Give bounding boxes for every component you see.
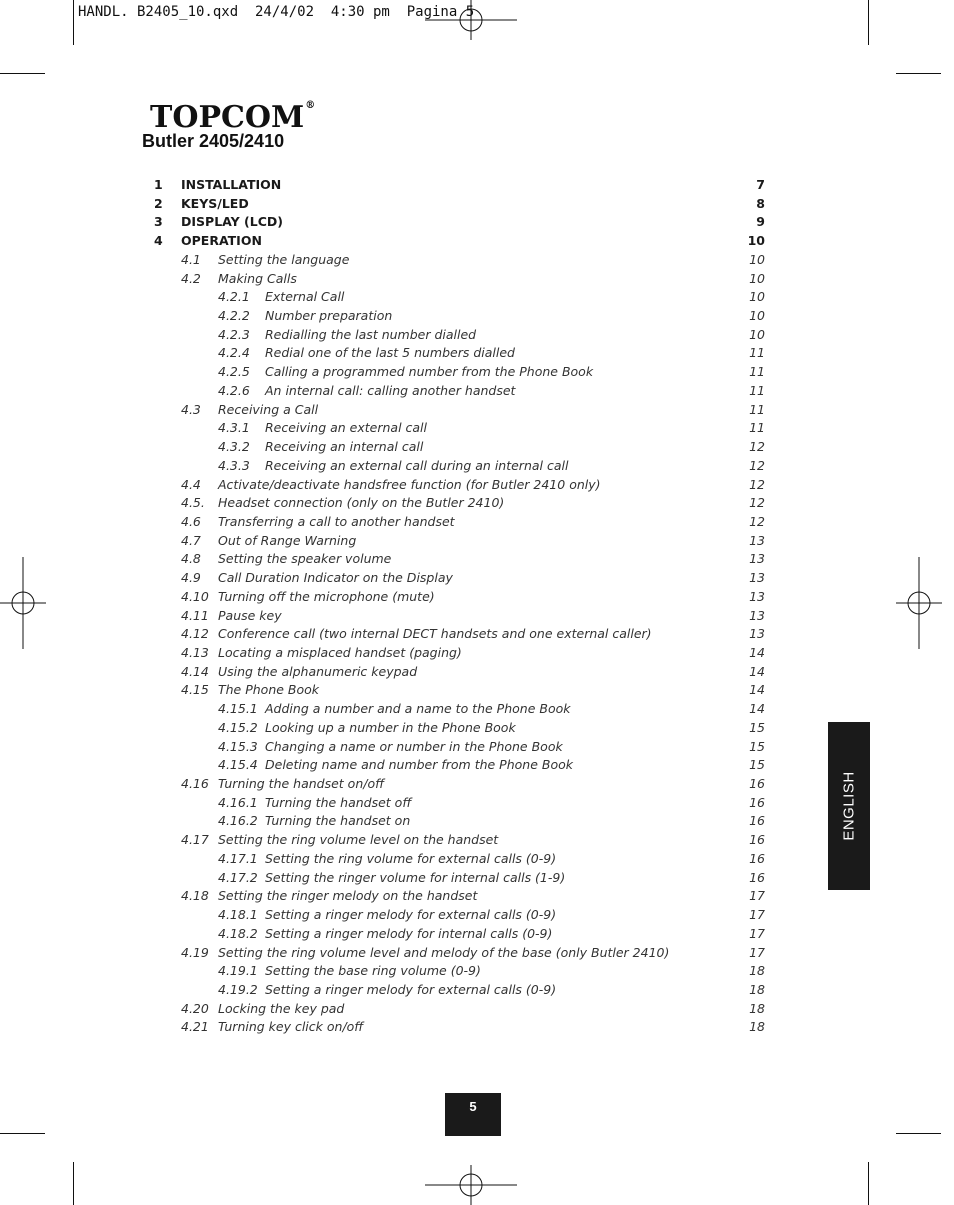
- toc-entry[interactable]: [0, 363, 765, 382]
- toc-entry[interactable]: [0, 831, 765, 850]
- page-number: 5: [445, 1093, 501, 1136]
- toc-entry[interactable]: [0, 326, 765, 345]
- toc-entry-title: OPERATION: [181, 233, 262, 249]
- registration-mark-icon: [896, 557, 942, 649]
- toc-entry-number: 4.14: [181, 663, 209, 679]
- toc-entry-number: 4.8: [181, 551, 201, 567]
- toc-entry-number: 3: [154, 214, 163, 230]
- toc-entry-page: 16: [749, 794, 765, 810]
- toc-entry-title: Deleting name and number from the Phone Book: [265, 757, 573, 773]
- toc-entry-title: Receiving an internal call: [265, 439, 424, 455]
- toc-entry[interactable]: [0, 906, 765, 925]
- crop-mark: [868, 1162, 869, 1205]
- toc-entry-number: 4.2.2: [218, 308, 250, 324]
- toc-entry-number: 4.16: [181, 776, 209, 792]
- toc-entry[interactable]: [0, 550, 765, 569]
- topcom-logo: [150, 100, 315, 135]
- crop-mark: [73, 1162, 74, 1205]
- toc-entry-title: Locking the key pad: [218, 1000, 345, 1016]
- toc-entry-number: 4.15.3: [218, 738, 258, 754]
- toc-entry-number: 4.15: [181, 682, 209, 698]
- toc-entry-page: 14: [749, 701, 765, 717]
- toc-entry-page: 13: [749, 532, 765, 548]
- toc-entry-number: 4.19.1: [218, 963, 258, 979]
- toc-entry-page: 18: [749, 963, 765, 979]
- crop-mark: [0, 1133, 45, 1134]
- toc-entry-title: Setting the ringer melody on the handset: [218, 888, 478, 904]
- toc-entry[interactable]: [0, 532, 765, 551]
- toc-entry-number: 2: [154, 195, 163, 211]
- toc-entry-number: 4.2.4: [218, 345, 250, 361]
- toc-entry-title: KEYS/LED: [181, 195, 249, 211]
- toc-entry-number: 4.7: [181, 532, 201, 548]
- toc-entry-title: Receiving an external call during an internal call: [265, 457, 569, 473]
- crop-mark: [0, 73, 45, 74]
- crop-mark: [896, 1133, 941, 1134]
- toc-entry[interactable]: [0, 812, 765, 831]
- toc-entry-page: 15: [749, 757, 765, 773]
- toc-entry[interactable]: [0, 457, 765, 476]
- toc-entry-number: 4.15.4: [218, 757, 258, 773]
- toc-entry[interactable]: [0, 232, 765, 251]
- toc-entry-title: Redialling the last number dialled: [265, 326, 477, 342]
- toc-entry-number: 4.17.1: [218, 850, 258, 866]
- toc-entry-page: 15: [749, 719, 765, 735]
- toc-entry-page: 13: [749, 626, 765, 642]
- toc-entry-page: 11: [749, 401, 765, 417]
- toc-entry-page: 10: [749, 270, 765, 286]
- toc-entry-title: Activate/deactivate handsfree function (for Butler 2410 only): [218, 476, 601, 492]
- toc-entry-page: 10: [749, 251, 765, 267]
- toc-entry-title: Setting the ring volume level and melody of the base (only Butler 2410): [218, 944, 670, 960]
- toc-entry-number: 4.2: [181, 270, 201, 286]
- toc-entry-page: 8: [756, 195, 765, 211]
- toc-entry-page: 16: [749, 813, 765, 829]
- crop-mark: [896, 73, 941, 74]
- toc-entry[interactable]: [0, 251, 765, 270]
- toc-entry-title: Setting the ring volume for external calls (0-9): [265, 850, 557, 866]
- toc-entry-number: 4.3.3: [218, 457, 250, 473]
- toc-entry-title: Transferring a call to another handset: [218, 513, 455, 529]
- toc-entry-number: 4.2.3: [218, 326, 250, 342]
- toc-entry[interactable]: [0, 700, 765, 719]
- language-tab: [828, 722, 870, 890]
- toc-entry[interactable]: [0, 962, 765, 981]
- toc-entry-title: Setting a ringer melody for external calls (0-9): [265, 907, 557, 923]
- toc-entry-number: 1: [154, 177, 163, 192]
- toc-entry-number: 4.16.2: [218, 813, 258, 829]
- toc-entry-title: INSTALLATION: [181, 177, 282, 192]
- toc-entry-title: An internal call: calling another handset: [265, 382, 516, 398]
- toc-entry[interactable]: [0, 775, 765, 794]
- toc-entry-title: The Phone Book: [218, 682, 320, 698]
- toc-entry-page: 11: [749, 382, 765, 398]
- toc-entry-page: 17: [749, 925, 765, 941]
- toc-entry[interactable]: [0, 738, 765, 757]
- registration-mark-icon: [425, 1165, 517, 1205]
- toc-entry-title: Setting the ringer volume for internal calls (1-9): [265, 869, 566, 885]
- toc-entry-number: 4.17.2: [218, 869, 258, 885]
- toc-entry[interactable]: [0, 925, 765, 944]
- toc-entry[interactable]: [0, 213, 765, 232]
- toc-entry-title: Turning the handset on: [265, 813, 411, 829]
- toc-entry-page: 17: [749, 944, 765, 960]
- toc-entry[interactable]: [0, 176, 765, 195]
- toc-entry-title: Making Calls: [218, 270, 297, 286]
- toc-entry[interactable]: [0, 270, 765, 289]
- toc-entry-page: 16: [749, 832, 765, 848]
- toc-entry-number: 4.15.2: [218, 719, 258, 735]
- toc-entry[interactable]: [0, 869, 765, 888]
- toc-entry-title: Conference call (two internal DECT handsets and one external caller): [218, 626, 652, 642]
- toc-entry[interactable]: [0, 644, 765, 663]
- toc-entry-number: 4.3: [181, 401, 201, 417]
- toc-entry-number: 4.3.1: [218, 420, 250, 436]
- toc-entry-page: 13: [749, 607, 765, 623]
- toc-entry[interactable]: [0, 681, 765, 700]
- toc-entry-number: 4.18: [181, 888, 209, 904]
- toc-entry[interactable]: [0, 419, 765, 438]
- toc-entry-title: Setting the base ring volume (0-9): [265, 963, 481, 979]
- toc-entry-number: 4.2.5: [218, 364, 250, 380]
- toc-entry-title: Setting a ringer melody for external calls (0-9): [265, 981, 557, 997]
- toc-entry-number: 4.18.2: [218, 925, 258, 941]
- toc-entry[interactable]: [0, 625, 765, 644]
- toc-entry-number: 4.2.6: [218, 382, 250, 398]
- registration-mark-icon: [425, 0, 517, 40]
- toc-entry-number: 4.4: [181, 476, 201, 492]
- toc-entry[interactable]: [0, 307, 765, 326]
- toc-entry[interactable]: [0, 607, 765, 626]
- toc-entry-page: 12: [749, 513, 765, 529]
- toc-entry-page: 10: [749, 289, 765, 305]
- toc-entry-title: Locating a misplaced handset (paging): [218, 645, 462, 660]
- toc-entry-title: Setting the ring volume level on the handset: [218, 832, 499, 848]
- toc-entry[interactable]: [0, 944, 765, 963]
- toc-entry-page: 12: [749, 476, 765, 492]
- toc-entry[interactable]: [0, 476, 765, 495]
- toc-entry-number: 4.21: [181, 1019, 209, 1035]
- toc-entry-page: 11: [749, 345, 765, 361]
- toc-entry-page: 18: [749, 1019, 765, 1035]
- toc-entry[interactable]: [0, 401, 765, 420]
- toc-entry[interactable]: [0, 569, 765, 588]
- toc-entry-title: Turning the handset on/off: [218, 776, 385, 792]
- toc-entry[interactable]: [0, 438, 765, 457]
- toc-entry-title: Adding a number and a name to the Phone Book: [265, 701, 571, 717]
- toc-entry-page: 13: [749, 570, 765, 586]
- toc-entry-title: External Call: [265, 289, 345, 305]
- toc-entry-page: 12: [749, 495, 765, 511]
- toc-entry-number: 4.13: [181, 645, 209, 660]
- toc-entry[interactable]: [0, 663, 765, 682]
- toc-entry[interactable]: [0, 344, 765, 363]
- toc-entry-page: 17: [749, 907, 765, 923]
- toc-entry-page: 18: [749, 1000, 765, 1016]
- toc-entry-page: 14: [749, 682, 765, 698]
- toc-entry-number: 4.9: [181, 570, 201, 586]
- toc-entry-page: 12: [749, 439, 765, 455]
- toc-entry-page: 17: [749, 888, 765, 904]
- toc-entry-page: 18: [749, 981, 765, 997]
- toc-entry-title: DISPLAY (LCD): [181, 214, 283, 230]
- toc-entry-number: 4.16.1: [218, 794, 258, 810]
- toc-entry-page: 9: [756, 214, 765, 230]
- crop-mark: [73, 0, 74, 45]
- toc-entry-page: 15: [749, 738, 765, 754]
- toc-entry-title: Call Duration Indicator on the Display: [218, 570, 453, 586]
- toc-entry-title: Changing a name or number in the Phone Book: [265, 738, 563, 754]
- toc-entry-number: 4.2.1: [218, 289, 250, 305]
- toc-entry-number: 4.3.2: [218, 439, 250, 455]
- toc-entry[interactable]: [0, 494, 765, 513]
- toc-entry-number: 4: [154, 233, 163, 249]
- toc-entry[interactable]: [0, 588, 765, 607]
- toc-entry-title: Setting a ringer melody for internal calls (0-9): [265, 925, 553, 941]
- toc-entry[interactable]: [0, 195, 765, 214]
- toc-entry-title: Pause key: [218, 607, 282, 623]
- toc-entry-title: Looking up a number in the Phone Book: [265, 719, 516, 735]
- logo-text: TOPCOM: [150, 100, 305, 135]
- toc-entry-number: 4.11: [181, 607, 209, 623]
- language-tab-label: ENGLISH: [840, 771, 858, 841]
- toc-entry[interactable]: [0, 850, 765, 869]
- print-slug: HANDL. B2405_10.qxd 24/4/02 4:30 pm Pagina 5: [78, 4, 475, 20]
- toc-entry-page: 11: [749, 364, 765, 380]
- toc-entry-title: Turning off the microphone (mute): [218, 588, 435, 604]
- toc-entry-number: 4.6: [181, 513, 201, 529]
- toc-entry-page: 16: [749, 776, 765, 792]
- toc-entry-title: Headset connection (only on the Butler 2410): [218, 495, 505, 511]
- toc-entry-number: 4.5.: [181, 495, 205, 511]
- toc-entry-number: 4.1: [181, 251, 201, 267]
- toc-entry-title: Calling a programmed number from the Phone Book: [265, 364, 594, 380]
- crop-mark: [868, 0, 869, 45]
- toc-entry-number: 4.18.1: [218, 907, 258, 923]
- toc-entry-title: Redial one of the last 5 numbers dialled: [265, 345, 515, 361]
- toc-entry[interactable]: [0, 719, 765, 738]
- toc-entry[interactable]: [0, 887, 765, 906]
- toc-entry[interactable]: [0, 794, 765, 813]
- toc-entry[interactable]: [0, 288, 765, 307]
- toc-entry-page: 14: [749, 663, 765, 679]
- toc-entry-title: Receiving a Call: [218, 401, 319, 417]
- toc-entry-number: 4.20: [181, 1000, 209, 1016]
- toc-entry[interactable]: [0, 1000, 765, 1019]
- toc-entry-page: 7: [756, 177, 765, 192]
- registered-trademark-icon: ®: [305, 100, 316, 111]
- toc-entry-number: 4.15.1: [218, 701, 258, 717]
- toc-entry-page: 13: [749, 588, 765, 604]
- toc-entry[interactable]: [0, 513, 765, 532]
- toc-entry-page: 12: [749, 457, 765, 473]
- toc-entry-page: 10: [749, 326, 765, 342]
- toc-entry[interactable]: [0, 382, 765, 401]
- toc-entry-number: 4.12: [181, 626, 209, 642]
- toc-entry-page: 10: [749, 308, 765, 324]
- toc-entry[interactable]: [0, 756, 765, 775]
- product-title: Butler 2405/2410: [142, 131, 285, 151]
- toc-entry[interactable]: [0, 981, 765, 1000]
- toc-entry-title: Turning the handset off: [265, 794, 412, 810]
- toc-entry-page: 10: [747, 233, 765, 249]
- toc-entry-title: Setting the language: [218, 251, 350, 267]
- toc-entry-number: 4.19.2: [218, 981, 258, 997]
- toc-entry-page: 14: [749, 645, 765, 660]
- toc-entry-number: 4.19: [181, 944, 209, 960]
- toc-entry-number: 4.10: [181, 588, 209, 604]
- toc-entry[interactable]: [0, 1018, 765, 1037]
- toc-entry-title: Receiving an external call: [265, 420, 427, 436]
- toc-entry-page: 16: [749, 850, 765, 866]
- toc-entry-page: 13: [749, 551, 765, 567]
- toc-entry-page: 16: [749, 869, 765, 885]
- toc-entry-title: Out of Range Warning: [218, 532, 357, 548]
- toc-entry-title: Turning key click on/off: [218, 1019, 364, 1035]
- toc-entry-title: Using the alphanumeric keypad: [218, 663, 418, 679]
- toc-entry-title: Number preparation: [265, 308, 393, 324]
- toc-entry-title: Setting the speaker volume: [218, 551, 392, 567]
- toc-entry-number: 4.17: [181, 832, 209, 848]
- toc-entry-page: 11: [749, 420, 765, 436]
